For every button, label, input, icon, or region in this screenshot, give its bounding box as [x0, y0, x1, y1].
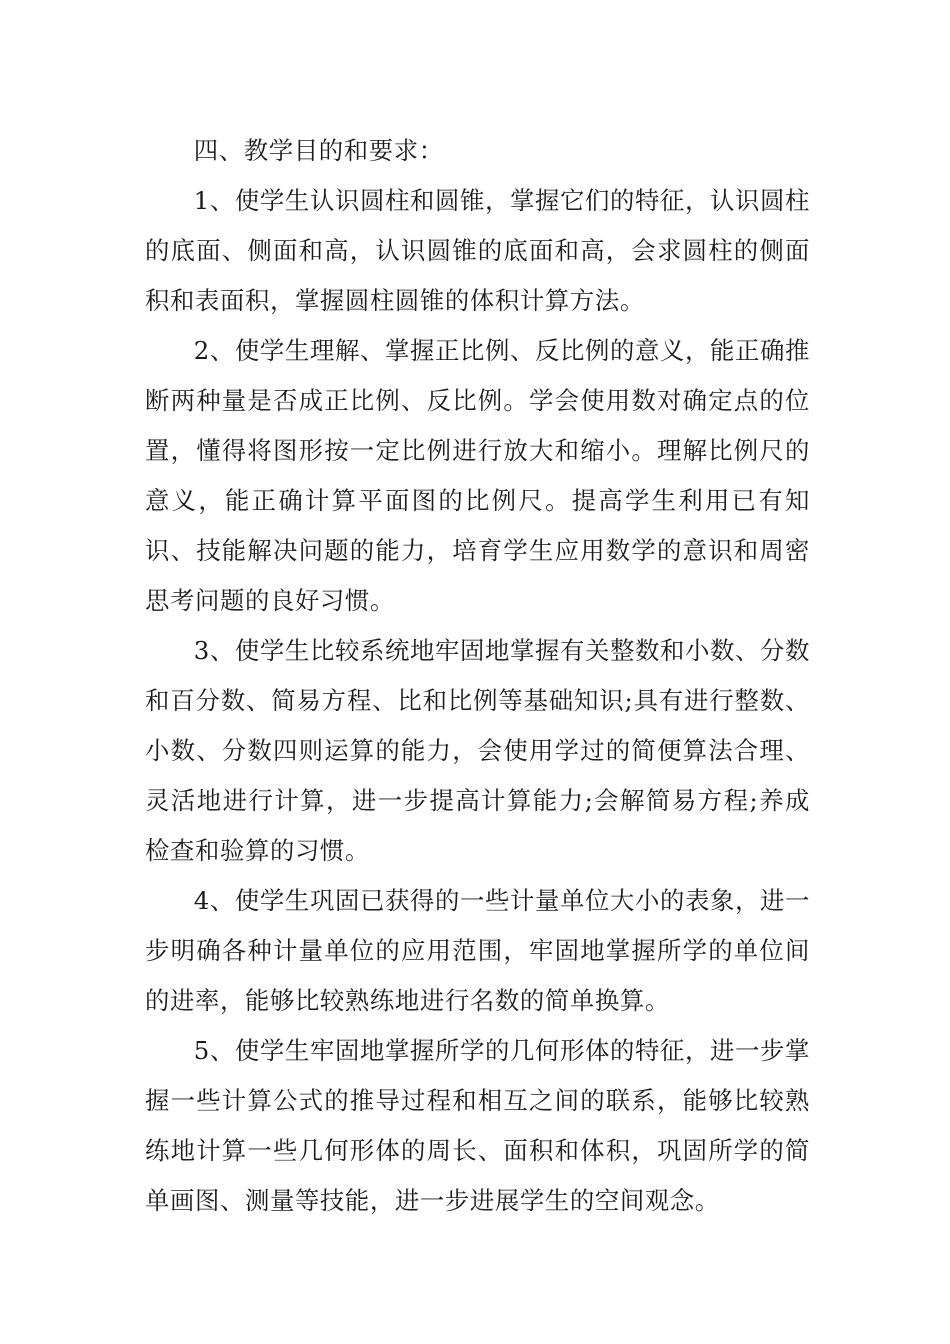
paragraph-1: 1、使学生认识圆柱和圆锥，掌握它们的特征，认识圆柱的底面、侧面和高，认识圆锥的底面和高，会求圆柱的侧面积和表面积，掌握圆柱圆锥的体积计算方法。	[145, 186, 810, 315]
paragraph-2: 2、使学生理解、掌握正比例、反比例的意义，能正确推断两种量是否成正比例、反比例。学会使用数对确定点的位置，懂得将图形按一定比例进行放大和缩小。理解比例尺的意义，能正确计算平面图的比例尺。提高学生利用已有知识、技能解决问题的能力，培育学生应用数学的意识和周密思考问题的良好习惯。	[145, 336, 810, 615]
paragraph-3: 3、使学生比较系统地牢固地掌握有关整数和小数、分数和百分数、简易方程、比和比例等基础知识;具有进行整数、小数、分数四则运算的能力，会使用学过的简便算法合理、灵活地进行计算，进一步提高计算能力;会解简易方程;养成检查和验算的习惯。	[145, 636, 810, 865]
section-heading: 四、教学目的和要求：	[193, 136, 444, 165]
paragraph-5: 5、使学生牢固地掌握所学的几何形体的特征，进一步掌握一些计算公式的推导过程和相互之间的联系，能够比较熟练地计算一些几何形体的周长、面积和体积，巩固所学的简单画图、测量等技能，进一步进展学生的空间观念。	[145, 1036, 810, 1215]
paragraph-4: 4、使学生巩固已获得的一些计量单位大小的表象，进一步明确各种计量单位的应用范围，牢固地掌握所学的单位间的进率，能够比较熟练地进行名数的简单换算。	[145, 886, 810, 1015]
document-body	[145, 126, 810, 1226]
